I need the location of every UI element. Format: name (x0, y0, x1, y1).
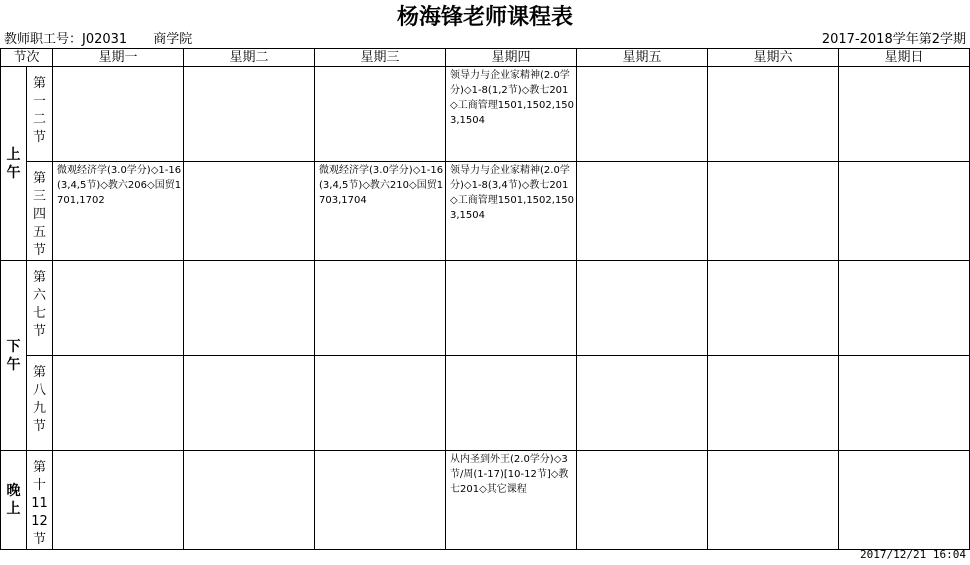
course-entry: 从内圣到外王(2.0学分)◇3节/周(1-17)[10-12节]◇教七201◇其它课程 (450, 454, 569, 495)
day-header-sun: 星期日 (839, 49, 970, 67)
half-am (1, 67, 27, 261)
cell-p3-mon (53, 261, 184, 356)
college-name: 商学院 (153, 32, 193, 47)
page-title: 杨海锋老师课程表 (396, 4, 573, 30)
teacher-info (4, 31, 192, 49)
period-4: 第八九节 (27, 356, 53, 451)
cell-p3-fri (577, 261, 708, 356)
cell-p4-tue (184, 356, 315, 451)
cell-p1-tue (184, 67, 315, 162)
half-pm (1, 261, 27, 451)
cell-p1-mon (53, 67, 184, 162)
cell-p5-sat (708, 451, 839, 550)
cell-p5-thu (446, 451, 577, 550)
cell-p4-sat (708, 356, 839, 451)
cell-p5-sun (839, 451, 970, 550)
cell-p3-tue (184, 261, 315, 356)
day-header-thu: 星期四 (446, 49, 577, 67)
cell-p4-thu (446, 356, 577, 451)
half-eve (1, 451, 27, 550)
table-row (1, 356, 970, 451)
cell-p4-mon (53, 356, 184, 451)
cell-p2-wed (315, 162, 446, 261)
cell-p3-sun (839, 261, 970, 356)
cell-p2-fri (577, 162, 708, 261)
cell-p5-tue (184, 451, 315, 550)
period-1: 第一二节 (27, 67, 53, 162)
day-header-fri: 星期五 (577, 49, 708, 67)
timetable (0, 48, 970, 550)
period-5: 第十11 12节 (27, 451, 53, 550)
cell-p2-sat (708, 162, 839, 261)
half-pm-label: 下午 (6, 338, 21, 373)
course-entry: 微观经济学(3.0学分)◇1-16(3,4,5节)◇教六210◇国贸1703,1704 (319, 165, 444, 206)
print-timestamp: 2017/12/21 16:04 (860, 548, 966, 561)
day-header-wed: 星期三 (315, 49, 446, 67)
day-header-sat: 星期六 (708, 49, 839, 67)
cell-p1-sun (839, 67, 970, 162)
cell-p2-mon (53, 162, 184, 261)
cell-p3-wed (315, 261, 446, 356)
course-entry: 领导力与企业家精神(2.0学分)◇1-8(1,2节)◇教七201◇工商管理1501,1502,1503,1504 (450, 70, 575, 126)
day-header-mon: 星期一 (53, 49, 184, 67)
period-3: 第六七节 (27, 261, 53, 356)
header-row (1, 49, 970, 67)
period-col-header: 节次 (1, 49, 53, 67)
cell-p4-sun (839, 356, 970, 451)
cell-p5-fri (577, 451, 708, 550)
half-am-label: 上午 (6, 146, 21, 181)
half-eve-label: 晚上 (6, 483, 21, 517)
cell-p2-thu (446, 162, 577, 261)
cell-p1-fri (577, 67, 708, 162)
cell-p4-wed (315, 356, 446, 451)
teacher-id: 教师职工号：J02031 (4, 32, 128, 47)
cell-p5-wed (315, 451, 446, 550)
cell-p1-thu (446, 67, 577, 162)
day-header-tue: 星期二 (184, 49, 315, 67)
cell-p1-wed (315, 67, 446, 162)
cell-p3-thu (446, 261, 577, 356)
cell-p2-sun (839, 162, 970, 261)
period-2: 第三四五节 (27, 162, 53, 261)
table-row (1, 67, 970, 162)
table-row (1, 162, 970, 261)
cell-p2-tue (184, 162, 315, 261)
cell-p5-mon (53, 451, 184, 550)
cell-p1-sat (708, 67, 839, 162)
course-entry: 微观经济学(3.0学分)◇1-16(3,4,5节)◇教六206◇国贸1701,1702 (57, 165, 182, 206)
cell-p4-fri (577, 356, 708, 451)
table-row (1, 451, 970, 550)
cell-p3-sat (708, 261, 839, 356)
term-label: 2017-2018学年第2学期 (821, 32, 966, 47)
table-row (1, 261, 970, 356)
course-entry: 领导力与企业家精神(2.0学分)◇1-8(3,4节)◇教七201◇工商管理1501,1502,1503,1504 (450, 165, 575, 221)
